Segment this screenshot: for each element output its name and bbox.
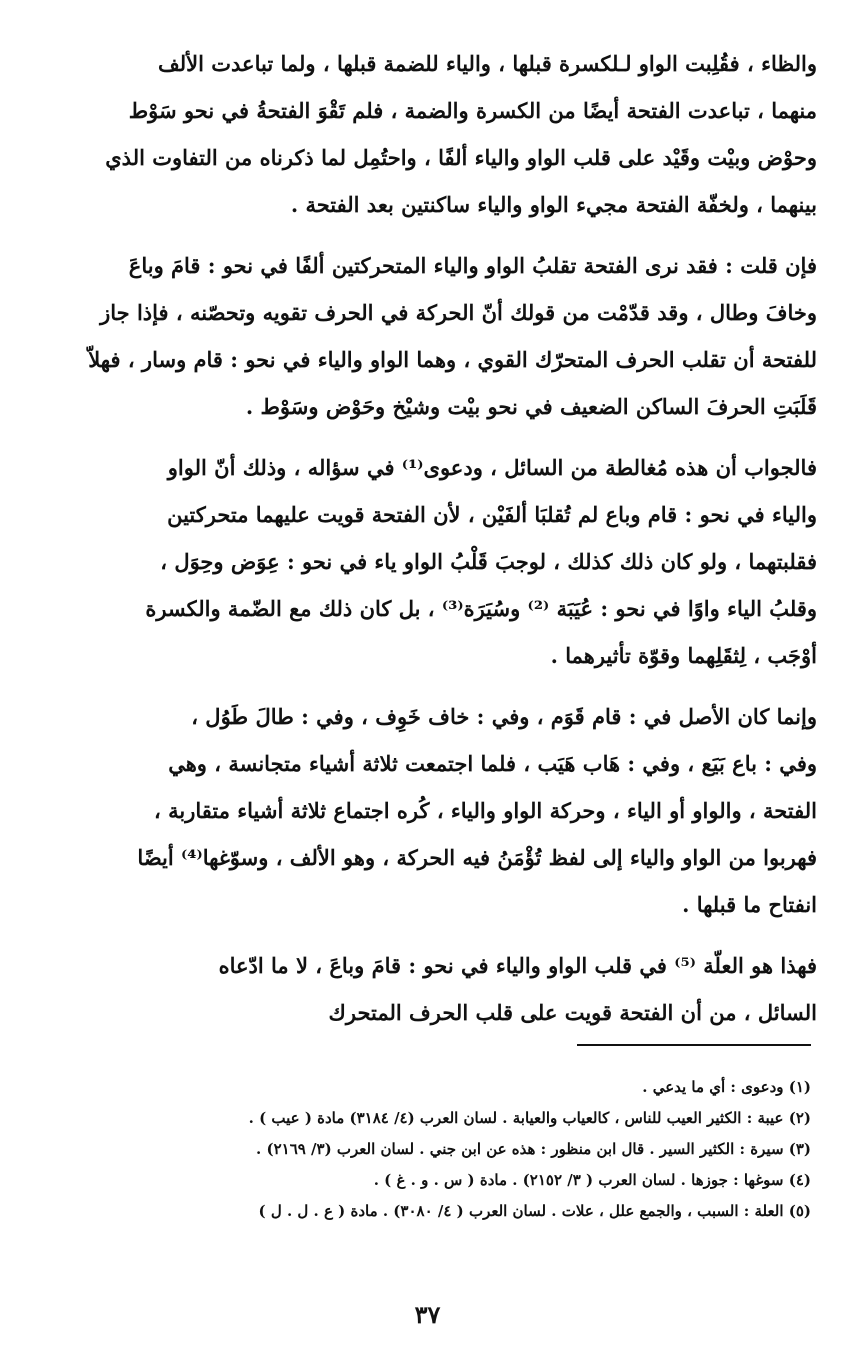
text-line: فهذا هو العلّة ⁽⁵⁾ في قلب الواو والياء في نحو : قامَ وباعَ ، لا ما ادّعاه (218, 953, 817, 978)
footnote-1: (١) ودعوى : أي ما يدعي . (642, 1078, 811, 1096)
footnotes (60, 1072, 811, 1227)
text-line: أوْجَب ، لِثقَلِهما وقوّة تأثيرهما . (550, 643, 817, 668)
text-line: وإنما كان الأصل في : قام قَوَم ، وفي : خاف خَوِف ، وفي : طالَ طَوُل ، (191, 704, 817, 729)
text-line: وقلبُ الياء واوًا في نحو : عُيَبَة ⁽²⁾ وسُيَرَة⁽³⁾ ، بل كان ذلك مع الضّمة والكسرة (145, 596, 817, 621)
paragraph-1 (38, 40, 817, 228)
footnote-2: (٢) عيبة : الكثير العيب للناس ، كالعياب والعيابة . لسان العرب (٤/ ٣١٨٤) مادة ( عيب ) . (248, 1109, 811, 1127)
text-line: وفي : باع بَيَع ، وفي : هَاب هَيَب ، فلما اجتمعت ثلاثة أشياء متجانسة ، وهي (168, 751, 817, 776)
footnote-3: (٣) سيرة : الكثير السير . قال ابن منظور : هذه عن ابن جني . لسان العرب (٣/ ٢١٦٩) . (256, 1140, 811, 1158)
page-number: ٣٧ (414, 1300, 441, 1329)
paragraph-4 (38, 693, 817, 928)
text-line: بينهما ، ولخفّة الفتحة مجيء الواو والياء ساكنتين بعد الفتحة . (290, 192, 817, 217)
text-line: وحوْض وبيْت وقَيْد على قلب الواو والياء ألفًا ، واحتُمِل لما ذكرناه من التفاوت الذي (105, 145, 817, 170)
paragraph-2 (38, 242, 817, 430)
text-line: والظاء ، فقُلِبت الواو لـلكسرة قبلها ، والياء للضمة قبلها ، ولما تباعدت الألف (158, 51, 817, 76)
text-line: والياء في نحو : قام وباع لم تُقلبَا ألفَيْن ، لأن الفتحة قويت عليهما متحركتين (167, 502, 817, 527)
text-line: وخافَ وطال ، وقد قدّمْت من قولك أنّ الحركة في الحرف تقويه وتحصّنه ، فإذا جاز (100, 300, 817, 325)
text-line: للفتحة أن تقلب الحرف المتحرّك القوي ، وهما الواو والياء في نحو : قام وسار ، فهلاّ (88, 347, 817, 372)
footnote-4: (٤) سوغها : جوزها . لسان العرب ( ٣/ ٢١٥٢) . مادة ( س . و . غ ) . (373, 1171, 811, 1189)
text-line: الفتحة ، والواو أو الياء ، وحركة الواو والياء ، كُره اجتماع ثلاثة أشياء متقاربة ، (154, 798, 817, 823)
text-line: فهربوا من الواو والياء إلى لفظ تُؤْمَنُ فيه الحركة ، وهو الألف ، وسوّغها⁽⁴⁾ أيضًا (137, 845, 817, 870)
text-line: قَلَبَتِ الحرفَ الساكن الضعيف في نحو بيْت وشيْخ وحَوْض وسَوْط . (245, 394, 817, 419)
paragraph-5 (38, 942, 817, 1036)
text-line: منهما ، تباعدت الفتحة أيضًا من الكسرة والضمة ، فلم تَقْوَ الفتحةُ في نحو سَوْط (128, 98, 817, 123)
text-line: فالجواب أن هذه مُغالطة من السائل ، ودعوى⁽¹⁾ في سؤاله ، وذلك أنّ الواو (167, 455, 817, 480)
footnote-5: (٥) العلة : السبب ، والجمع علل ، علات . لسان العرب ( ٤/ ٣٠٨٠) . مادة ( ع . ل . ل ) (258, 1202, 811, 1220)
text-line: انفتاح ما قبلها . (682, 892, 817, 917)
footnote-separator (577, 1044, 811, 1046)
main-text (38, 40, 817, 1050)
text-line: السائل ، من أن الفتحة قويت على قلب الحرف المتحرك (328, 1000, 817, 1025)
text-line: فقلبتهما ، ولو كان ذلك كذلك ، لوجبَ قَلْبُ الواو ياء في نحو : عِوَض وحِوَل ، (160, 549, 817, 574)
text-line: فإن قلت : فقد نرى الفتحة تقلبُ الواو والياء المتحركتين ألفًا في نحو : قامَ وباعَ (128, 253, 817, 278)
paragraph-3 (38, 444, 817, 679)
